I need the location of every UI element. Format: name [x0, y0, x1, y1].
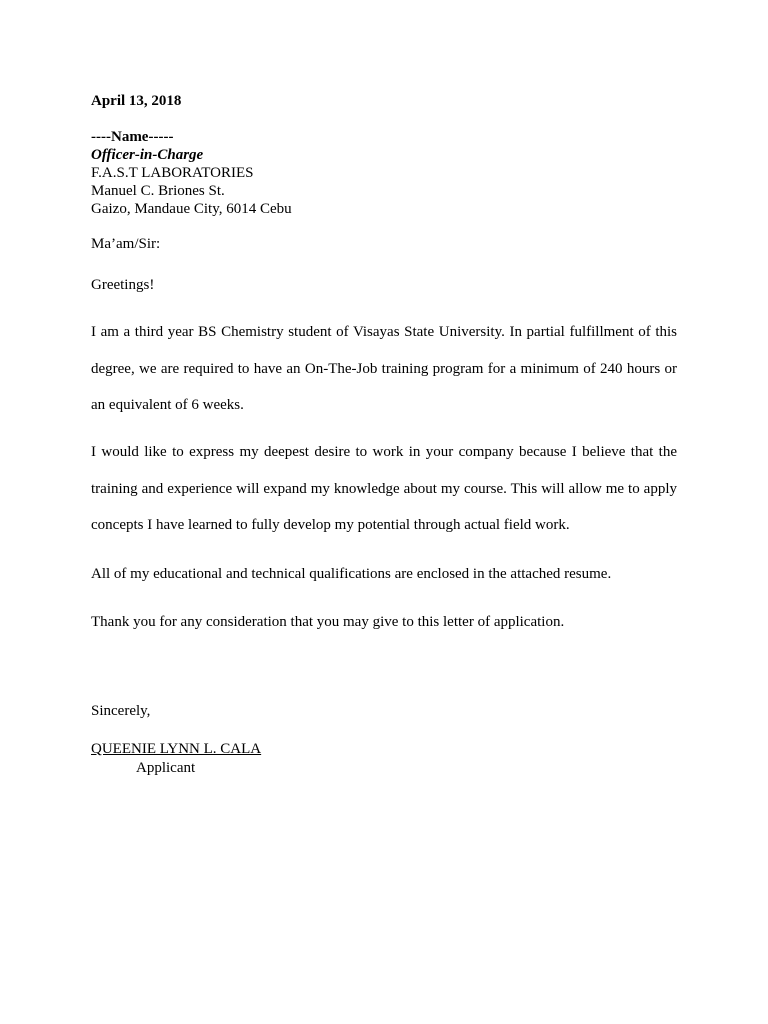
paragraph-line: training and experience will expand my knowledge about my course. This will allow me to apply — [91, 481, 677, 497]
closing: Sincerely, — [91, 703, 151, 719]
recipient-title: Officer-in-Charge — [91, 147, 204, 163]
paragraph-line: degree, we are required to have an On-The-Job training program for a minimum of 240 hours or — [91, 361, 677, 377]
salutation: Ma’am/Sir: — [91, 236, 161, 252]
recipient-company: F.A.S.T LABORATORIES — [91, 165, 254, 181]
paragraph-thanks: Thank you for any consideration that you may give to this letter of application. — [91, 614, 565, 630]
signer-name: QUEENIE LYNN L. CALA — [91, 741, 262, 757]
paragraph-qualifications: All of my educational and technical qualifications are enclosed in the attached resume. — [91, 566, 612, 582]
paragraph-line: I am a third year BS Chemistry student of Visayas State University. In partial fulfillment of this — [91, 324, 677, 340]
letter-date: April 13, 2018 — [91, 93, 182, 109]
recipient-name: ----Name----- — [91, 129, 174, 145]
signer-title: Applicant — [136, 760, 196, 776]
paragraph-line: I would like to express my deepest desire to work in your company because I believe that the — [91, 444, 677, 460]
paragraph-line: an equivalent of 6 weeks. — [91, 397, 244, 413]
paragraph-line: concepts I have learned to fully develop my potential through actual field work. — [91, 517, 570, 533]
recipient-city: Gaizo, Mandaue City, 6014 Cebu — [91, 201, 292, 217]
recipient-street: Manuel C. Briones St. — [91, 183, 225, 199]
greeting: Greetings! — [91, 277, 155, 293]
